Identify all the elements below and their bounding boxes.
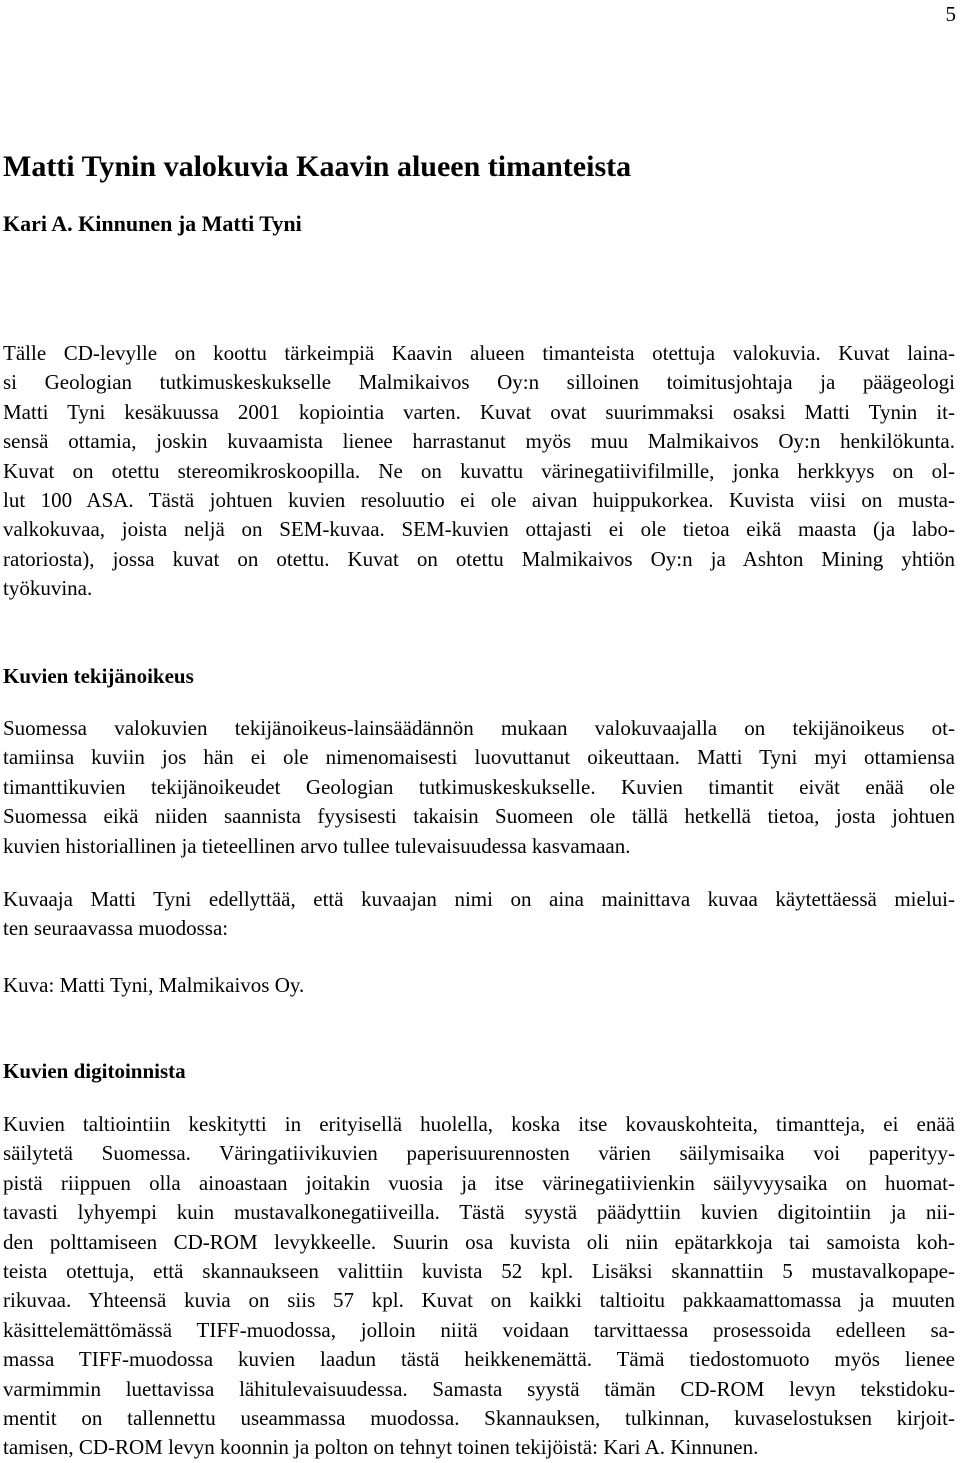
text-line: lut 100 ASA. Tästä johtuen kuvien resoluutio ei ole aivan huippukorkea. Kuvista viisi on musta- [3, 488, 955, 513]
text-line: Kuvien taltiointiin keskitytti in erityisellä huolella, koska itse kovauskohteita, timantteja, ei enää [3, 1112, 955, 1136]
attribution-paragraph [3, 885, 955, 944]
text-line: massa TIFF-muodossa kuvien laadun tästä heikkenemättä. Tämä tiedostomuoto myös lienee [3, 1347, 955, 1372]
text-line: kuvien historiallinen ja tieteellinen arvo tullee tulevaisuudessa kasvamaan. [3, 833, 631, 858]
text-line: ten seuraavassa muodossa: [3, 916, 229, 941]
text-line: tamiinsa kuviin jos hän ei ole nimenomaisesti luovuttanut oikeuttaan. Matti Tyni myi ottamiensa [3, 745, 955, 770]
copyright-paragraph [3, 714, 955, 861]
text-line: Matti Tyni kesäkuussa 2001 kopiointia varten. Kuvat ovat suurimmaksi osaksi Matti Tynin it- [3, 399, 955, 424]
text-line: varmimmin luettavissa lähitulevaisuudessa. Samasta syystä tämän CD-ROM levyn tekstidoku- [3, 1376, 955, 1401]
intro-paragraph [3, 339, 955, 604]
page-number: 5 [945, 2, 956, 26]
text-line: si Geologian tutkimuskeskukselle Malmikaivos Oy:n silloinen toimitusjohtaja ja päägeologi [3, 370, 955, 395]
text-line: ratoriosta), jossa kuvat on otettu. Kuvat on otettu Malmikaivos Oy:n ja Ashton Mining yhtiön [3, 546, 955, 571]
credit-text: Kuva: Matti Tyni, Malmikaivos Oy. [3, 973, 305, 997]
section-heading-copyright: Kuvien tekijänoikeus [3, 664, 194, 688]
text-line: sensä ottamia, joskin kuvaamista lienee harrastanut myös muu Malmikaivos Oy:n henkilökunta. [3, 429, 955, 454]
text-line: tavasti lyhyempi kuin mustavalkonegatiiveilla. Tästä syystä päädyttiin kuvien digitointiin ja nii- [3, 1200, 955, 1225]
text-line: teista otettuja, että skannaukseen valittiin kuvista 52 kpl. Lisäksi skannattiin 5 mustavalkopape- [3, 1259, 955, 1284]
text-line: valkokuvaa, joista neljä on SEM-kuvaa. SEM-kuvien ottajasti ei ole tietoa eikä maasta (ja labo- [3, 517, 955, 542]
text-line: työkuvina. [3, 576, 93, 601]
document-authors: Kari A. Kinnunen ja Matti Tyni [3, 211, 302, 236]
photo-credit [3, 971, 955, 1000]
text-line: Kuvat on otettu stereomikroskoopilla. Ne on kuvattu värinegatiivifilmille, jonka herkkyys on ol- [3, 458, 955, 483]
document-title: Matti Tynin valokuvia Kaavin alueen timanteista [3, 150, 632, 183]
section-heading-digitization: Kuvien digitoinnista [3, 1059, 186, 1083]
text-line: timanttikuvien tekijänoikeudet Geologian tutkimuskeskukselle. Kuvien timantit eivät enää ole [3, 774, 955, 799]
text-line: Kuvaaja Matti Tyni edellyttää, että kuvaajan nimi on aina mainittava kuvaa käytettäessä mielui- [3, 887, 955, 911]
text-line: den polttamiseen CD-ROM levykkeelle. Suurin osa kuvista oli niin epätarkkoja tai samoista koh- [3, 1229, 955, 1254]
text-line: mentit on tallennettu useammassa muodossa. Skannauksen, tulkinnan, kuvaselostuksen kirjoit- [3, 1406, 955, 1431]
text-line: säilytetä Suomessa. Väringatiivikuvien paperisuurennosten värien säilymisaika voi paperityy- [3, 1141, 955, 1166]
text-line: Suomessa valokuvien tekijänoikeus-lainsäädännön mukaan valokuvaajalla on tekijänoikeus ot- [3, 716, 955, 740]
text-line: pistä riippuen olla ainoastaan joitakin vuosia ja itse värinegatiivienkin säilyvyysaika on huomat- [3, 1170, 955, 1195]
text-line: käsittelemättömässä TIFF-muodossa, jolloin niitä voidaan tarvittaessa prosessoida edelleen sa- [3, 1317, 955, 1342]
text-line: Tälle CD-levylle on koottu tärkeimpiä Kaavin alueen timanteista otettuja valokuvia. Kuvat laina- [3, 341, 955, 365]
text-line: tamisen, CD-ROM levyn koonnin ja polton on tehnyt toinen tekijöistä: Kari A. Kinnunen. [3, 1435, 759, 1460]
digitization-paragraph [3, 1110, 955, 1463]
text-line: Suomessa eikä niiden saannista fyysisesti takaisin Suomeen ole tällä hetkellä tietoa, josta johtuen [3, 804, 955, 829]
text-line: rikuvaa. Yhteensä kuvia on siis 57 kpl. Kuvat on kaikki taltioitu pakkaamattomassa ja muuten [3, 1288, 955, 1313]
